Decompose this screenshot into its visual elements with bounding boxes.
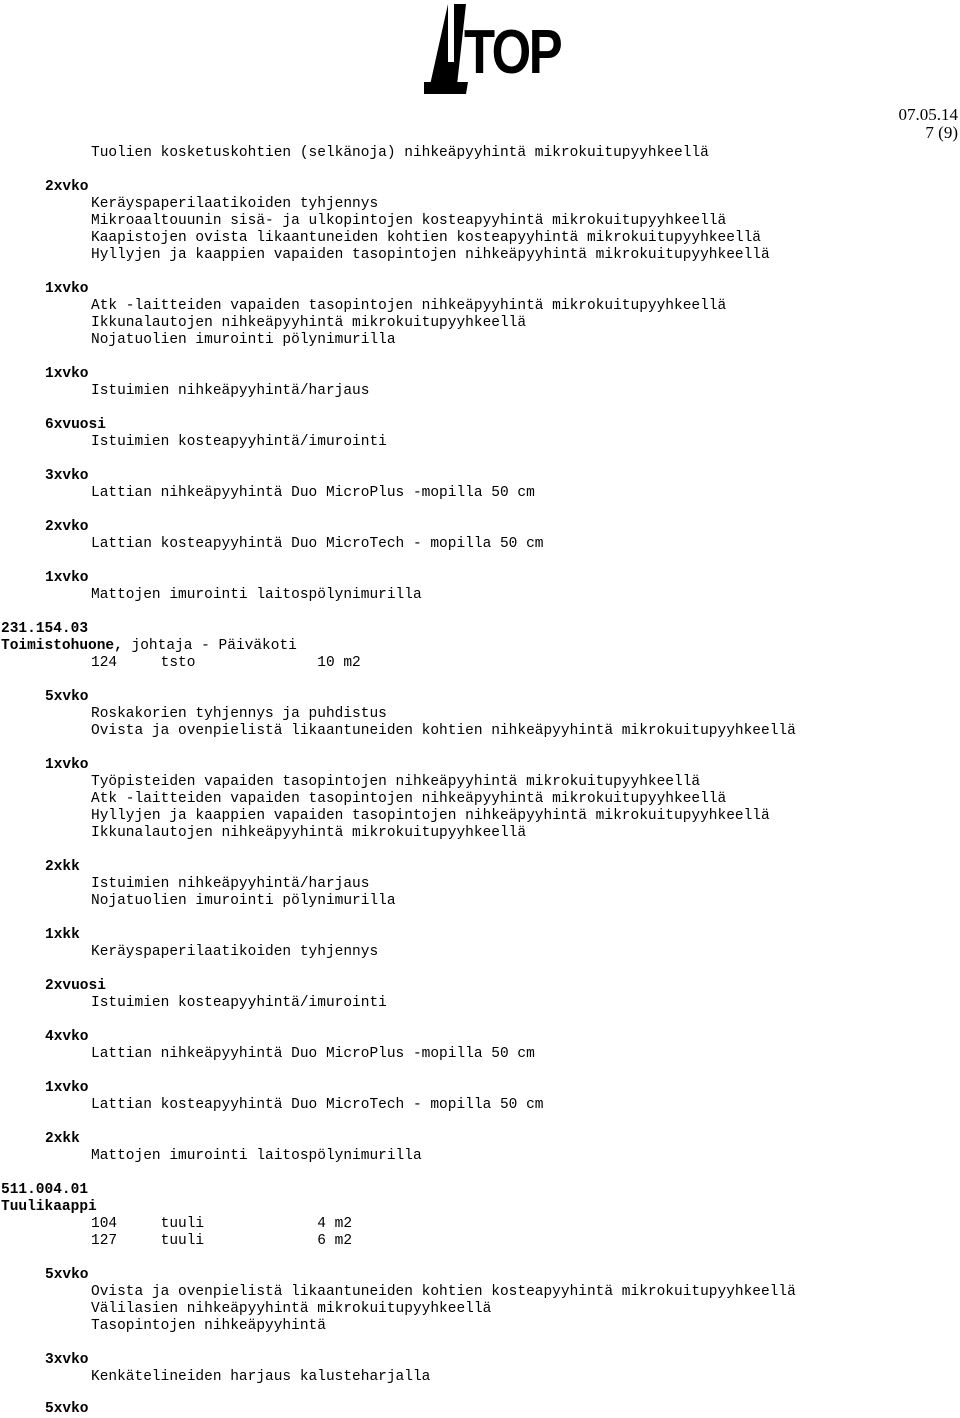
task-line: Välilasien nihkeäpyyhintä mikrokuitupyyhkeellä [91,1301,492,1317]
task-line: Hyllyjen ja kaappien vapaiden tasopintojen nihkeäpyyhintä mikrokuitupyyhkeellä [91,247,770,263]
task-line: Mattojen imurointi laitospölynimurilla [91,1148,422,1164]
frequency-label: 1xvko [45,570,89,586]
task-line: Lattian nihkeäpyyhintä Duo MicroPlus -mopilla 50 cm [91,1046,535,1062]
room-space-row: 127 tuuli 6 m2 [91,1233,353,1249]
task-line: Kenkätelineiden harjaus kalusteharjalla [91,1369,431,1385]
logo-text: TOP [464,18,561,87]
room-name: Tuulikaappi [1,1199,97,1215]
task-line: Atk -laitteiden vapaiden tasopintojen nihkeäpyyhintä mikrokuitupyyhkeellä [91,791,727,807]
document-date: 07.05.14 [898,105,958,124]
room-code: 511.004.01 [1,1182,89,1198]
task-line: Istuimien kosteapyyhintä/imurointi [91,995,387,1011]
task-line: Roskakorien tyhjennys ja puhdistus [91,706,387,722]
frequency-label: 1xvko [45,1080,89,1096]
task-line: Työpisteiden vapaiden tasopintojen nihkeäpyyhintä mikrokuitupyyhkeellä [91,774,701,790]
task-line: Nojatuolien imurointi pölynimurilla [91,893,396,909]
frequency-label: 3xvko [45,1352,89,1368]
task-line: Lattian kosteapyyhintä Duo MicroTech - mopilla 50 cm [91,536,544,552]
task-line: Tasopintojen nihkeäpyyhintä [91,1318,326,1334]
frequency-label: 1xvko [45,366,89,382]
room-space-row: 104 tuuli 4 m2 [91,1216,353,1232]
frequency-label: 2xkk [45,859,80,875]
task-line: Keräyspaperilaatikoiden tyhjennys [91,196,379,212]
room-description: johtaja - Päiväkoti [122,638,297,654]
frequency-label: 1xkk [45,927,80,943]
page-number: 7 (9) [925,123,958,142]
frequency-label: 3xvko [45,468,89,484]
task-line: Istuimien kosteapyyhintä/imurointi [91,434,387,450]
room-code: 231.154.03 [1,621,89,637]
frequency-label: 2xkk [45,1131,80,1147]
task-line: Nojatuolien imurointi pölynimurilla [91,332,396,348]
task-line: Kaapistojen ovista likaantuneiden kohtien kosteapyyhintä mikrokuitupyyhkeellä [91,230,762,246]
frequency-label: 5xvko [45,1267,89,1283]
task-line: Atk -laitteiden vapaiden tasopintojen nihkeäpyyhintä mikrokuitupyyhkeellä [91,298,727,314]
room-space-row: 124 tsto 10 m2 [91,655,361,671]
task-line: Ovista ja ovenpielistä likaantuneiden kohtien kosteapyyhintä mikrokuitupyyhkeellä [91,1284,796,1300]
task-line: Ikkunalautojen nihkeäpyyhintä mikrokuitupyyhkeellä [91,315,527,331]
task-line: Tuolien kosketuskohtien (selkänoja) nihkeäpyyhintä mikrokuitupyyhkeellä [91,145,709,161]
task-line: Ovista ja ovenpielistä likaantuneiden kohtien nihkeäpyyhintä mikrokuitupyyhkeellä [91,723,796,739]
frequency-label: 5xvko [45,689,89,705]
task-line: Lattian nihkeäpyyhintä Duo MicroPlus -mopilla 50 cm [91,485,535,501]
room-title [1,638,297,655]
task-line: Ikkunalautojen nihkeäpyyhintä mikrokuitupyyhkeellä [91,825,527,841]
frequency-label: 1xvko [45,281,89,297]
frequency-label: 2xvko [45,179,89,195]
task-line: Hyllyjen ja kaappien vapaiden tasopintojen nihkeäpyyhintä mikrokuitupyyhkeellä [91,808,770,824]
frequency-label: 2xvko [45,519,89,535]
task-line: Istuimien nihkeäpyyhintä/harjaus [91,876,370,892]
room-name: Toimistohuone, [1,638,123,654]
task-line: Mikroaaltouunin sisä- ja ulkopintojen kosteapyyhintä mikrokuitupyyhkeellä [91,213,727,229]
frequency-label: 4xvko [45,1029,89,1045]
task-line: Mattojen imurointi laitospölynimurilla [91,587,422,603]
frequency-label: 2xvuosi [45,978,106,994]
frequency-label: 1xvko [45,757,89,773]
task-line: Istuimien nihkeäpyyhintä/harjaus [91,383,370,399]
task-line: Lattian kosteapyyhintä Duo MicroTech - mopilla 50 cm [91,1097,544,1113]
task-line: Keräyspaperilaatikoiden tyhjennys [91,944,379,960]
frequency-label: 6xvuosi [45,417,106,433]
frequency-label: 5xvko [45,1401,89,1417]
